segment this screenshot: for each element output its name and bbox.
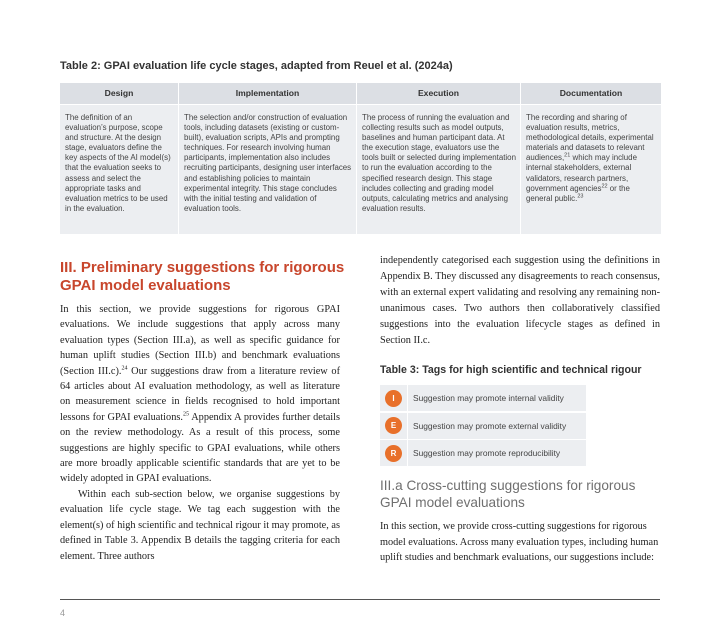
page-number: 4 [60,608,66,618]
footnote-ref-25[interactable]: 25 [182,411,189,418]
table-2-header-documentation: Documentation [521,83,661,104]
footnote-ref-22[interactable]: 22 [601,183,608,190]
footer-divider [60,599,660,600]
tag-badge-r: R [385,445,402,462]
section-3a-heading: III.a Cross-cutting suggestions for rigorous GPAI model evaluations [380,478,636,510]
tag-cell [380,440,407,466]
table-2-header-implementation: Implementation [179,83,356,104]
section-3a-body: In this section, we provide cross-cutting suggestions for rigorous model evaluations. Across many evaluation types, including human uplift studies and benchmark evaluations, our suggestions include: [380,521,659,563]
paragraph-1-text-3: Appendix A provides further details on the review methodology. As a result of this process, some suggestions are highly specific to GPAI evaluations, while others are more broadly applicable scientific standards that are yet to be widely adopted in GPAI evaluations. [60,411,340,485]
table-3-caption: Table 3: Tags for high scientific and technical rigour [380,364,642,376]
tag-row-internal-validity [380,385,586,411]
footnote-ref-21[interactable]: 21 [564,152,571,159]
tag-badge-i: I [385,390,402,407]
tag-badge-e: E [385,417,402,434]
tag-description: Suggestion may promote reproducibility [408,440,586,466]
paragraph-1-text-1: In this section, we provide suggestions for rigorous GPAI evaluations. We include suggestions that apply across many evaluation types (Section III.a), as well as specific guidance for human uplift studies (Section III.b) and benchmark evaluations (Section III.c). [60,304,340,377]
tag-row-reproducibility [380,440,586,466]
table-2-caption: Table 2: GPAI evaluation life cycle stages, adapted from Reuel et al. (2024a) [60,60,453,72]
paragraph-1-text-2: Our suggestions draw from a literature review of 64 articles about AI evaluation methodology, as well as literature on measurement science in fields recognised to hold important lessons for GPAI evaluations. [60,365,340,423]
tag-cell [380,385,407,411]
documentation-text-1: The recording and sharing of evaluation results, metrics, methodological details, experimental materials and datasets to relevant audiences, [526,113,654,163]
section-3-paragraph-2: Within each sub-section below, we organise suggestions by evaluation life cycle stage. We tag each suggestion with the element(s) of high scientific and technical rigour it may promote, as defined in Table 3. Appendix B details the tagging criteria for each element. Three authors [60,488,340,562]
documentation-text-3: or the general public. [526,183,630,203]
table-2-cell-documentation [521,105,661,234]
section-3-paragraph-continued: independently categorised each suggestion using the definitions in Appendix B. They discussed any disagreements to reach consensus, with an external expert validating and resolving any remaining non-unanimous cases. Two authors then collaboratively classified suggestions into the evaluation lifecycle stages as defined in Section II.c. [380,255,660,347]
table-2-cell-execution: The process of running the evaluation and collecting results such as model outputs, baselines and human participant data. At the execution stage, evaluators use the tools built or selected during implementation to run the evaluation according to the specified research design. This stage includes collecting and grading model outputs, calculating metrics and analysing evaluation results. [357,105,520,234]
section-3-body [60,302,340,564]
table-2-header-execution: Execution [357,83,520,104]
footnote-ref-24[interactable]: 24 [121,365,128,372]
section-3-paragraph-1 [60,302,340,487]
table-2-cell-implementation: The selection and/or construction of evaluation tools, including datasets (existing or custom-built), evaluation scripts, APIs and prompting techniques. For research involving human participants, implementation also includes recruiting participants, designing user interfaces and establishing policies to maintain experimental integrity. This stage concludes with the initial testing and validation of evaluation tools. [179,105,356,234]
tag-cell [380,413,407,439]
table-2-cell-design: The definition of an evaluation’s purpose, scope and structure. At the design stage, evaluators define the key aspects of the AI model(s) that the evaluation seeks to assess and select the appropriate tasks and evaluation metrics to be used in the evaluation. [60,105,178,234]
footnote-ref-23[interactable]: 23 [577,193,584,200]
table-2-header-design: Design [60,83,178,104]
tag-description: Suggestion may promote external validity [408,413,586,439]
table-3 [380,385,586,468]
tag-description: Suggestion may promote internal validity [408,385,586,411]
section-3-heading: III. Preliminary suggestions for rigorous GPAI model evaluations [60,259,345,294]
table-2 [60,83,660,234]
tag-row-external-validity [380,413,586,439]
documentation-text-2: which may include internal stakeholders, external validators, research partners, government agencies [526,153,637,193]
